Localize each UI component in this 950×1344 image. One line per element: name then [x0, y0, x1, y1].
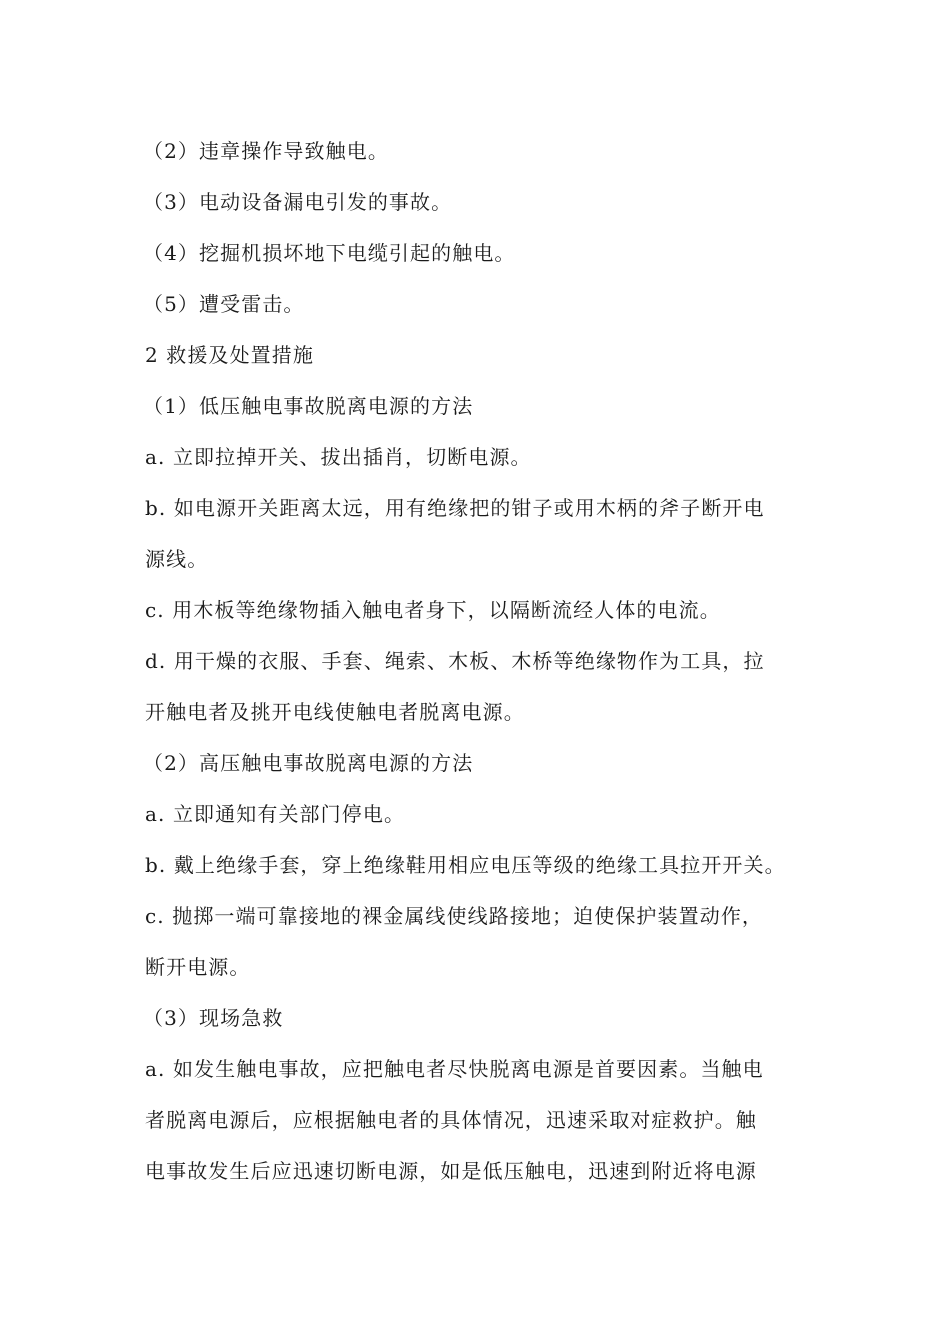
text-line: 源线。 [145, 547, 209, 571]
text-line-cause-5: （5）遭受雷击。 [143, 292, 305, 316]
text-line: a. 如发生触电事故，应把触电者尽快脱离电源是首要因素。当触电 [145, 1057, 764, 1081]
subsection-heading-high-voltage: （2）高压触电事故脱离电源的方法 [143, 751, 474, 775]
subsection-heading-first-aid: （3）现场急救 [143, 1006, 284, 1030]
text-line: c. 抛掷一端可靠接地的裸金属线使线路接地；迫使保护装置动作， [145, 904, 764, 928]
text-line: 开触电者及挑开电线使触电者脱离电源。 [145, 700, 525, 724]
subsection-heading-low-voltage: （1）低压触电事故脱离电源的方法 [143, 394, 474, 418]
text-line: 者脱离电源后，应根据触电者的具体情况，迅速采取对症救护。触 [145, 1108, 757, 1132]
text-line: c. 用木板等绝缘物插入触电者身下，以隔断流经人体的电流。 [145, 598, 721, 622]
text-line-cause-3: （3）电动设备漏电引发的事故。 [143, 190, 453, 214]
text-line: b. 如电源开关距离太远，用有绝缘把的钳子或用木柄的斧子断开电 [145, 496, 765, 520]
text-line-cause-4: （4）挖掘机损坏地下电缆引起的触电。 [143, 241, 516, 265]
text-line: 电事故发生后应迅速切断电源，如是低压触电，迅速到附近将电源 [145, 1159, 757, 1183]
section-heading: 2 救援及处置措施 [145, 343, 314, 367]
text-line: 断开电源。 [145, 955, 251, 979]
text-line: a. 立即拉掉开关、拔出插肖，切断电源。 [145, 445, 532, 469]
text-line: a. 立即通知有关部门停电。 [145, 802, 406, 826]
text-line-cause-2: （2）违章操作导致触电。 [143, 139, 389, 163]
text-line: d. 用干燥的衣服、手套、绳索、木板、木桥等绝缘物作为工具，拉 [145, 649, 765, 673]
text-line: b. 戴上绝缘手套，穿上绝缘鞋用相应电压等级的绝缘工具拉开开关。 [145, 853, 786, 877]
